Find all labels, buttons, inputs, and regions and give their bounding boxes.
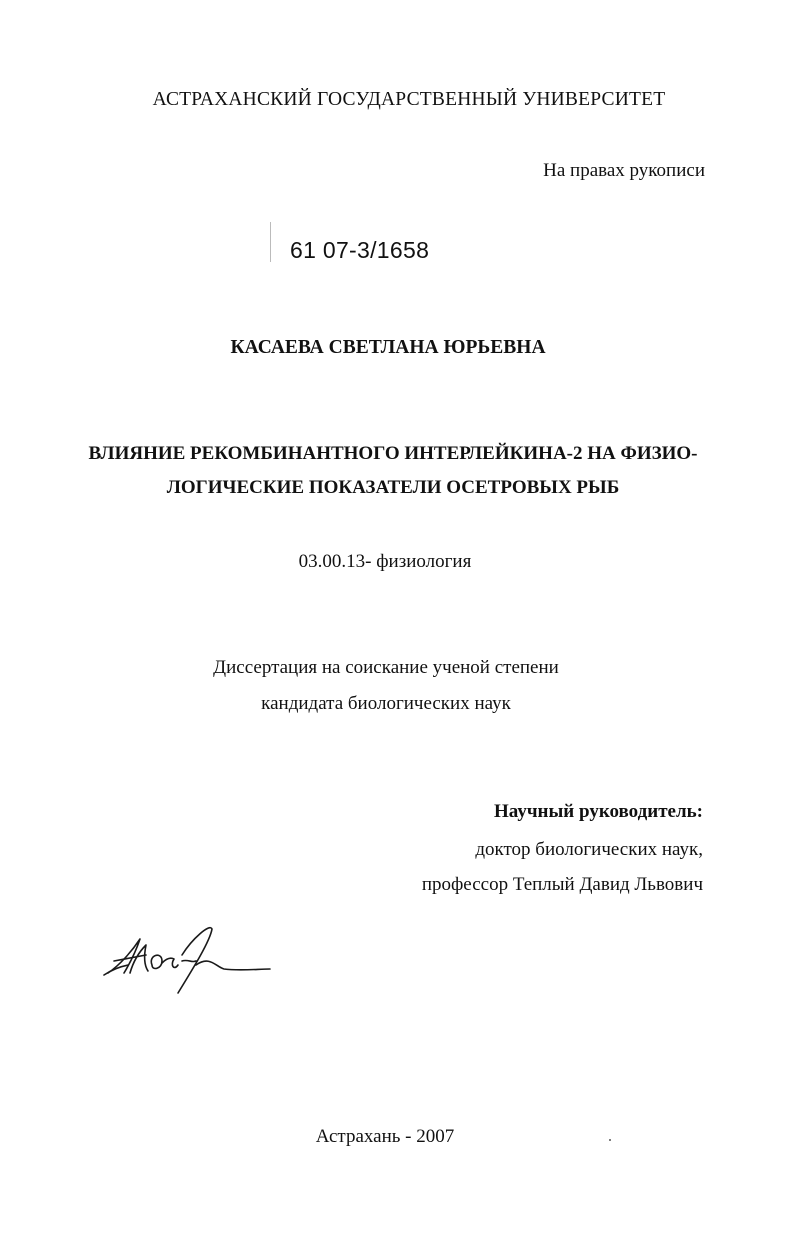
handwritten-signature xyxy=(100,915,280,1005)
university-name: АСТРАХАНСКИЙ ГОСУДАРСТВЕННЫЙ УНИВЕРСИТЕТ xyxy=(152,89,666,110)
supervisor-label: Научный руководитель: xyxy=(494,801,703,822)
dissertation-title-line-2: ЛОГИЧЕСКИЕ ПОКАЗАТЕЛИ ОСЕТРОВЫХ РЫБ xyxy=(166,477,620,498)
scan-speck xyxy=(609,1139,611,1141)
library-shelf-number: 61 07-3/1658 xyxy=(290,237,430,263)
supervisor-name: профессор Теплый Давид Львович xyxy=(421,874,703,895)
degree-statement-line-1: Диссертация на соискание ученой степени xyxy=(213,657,559,678)
manuscript-rights-note: На правах рукописи xyxy=(543,160,705,181)
archive-mark-divider xyxy=(270,222,271,262)
degree-statement-line-2: кандидата биологических наук xyxy=(261,693,511,714)
city-and-year: Астрахань - 2007 xyxy=(315,1126,455,1147)
author-name: КАСАЕВА СВЕТЛАНА ЮРЬЕВНА xyxy=(230,337,546,358)
specialty-code: 03.00.13- физиология xyxy=(298,551,472,572)
dissertation-title-line-1: ВЛИЯНИЕ РЕКОМБИНАНТНОГО ИНТЕРЛЕЙКИНА-2 НА ФИЗИО- xyxy=(88,443,698,464)
supervisor-degree: доктор биологических наук, xyxy=(475,839,703,860)
